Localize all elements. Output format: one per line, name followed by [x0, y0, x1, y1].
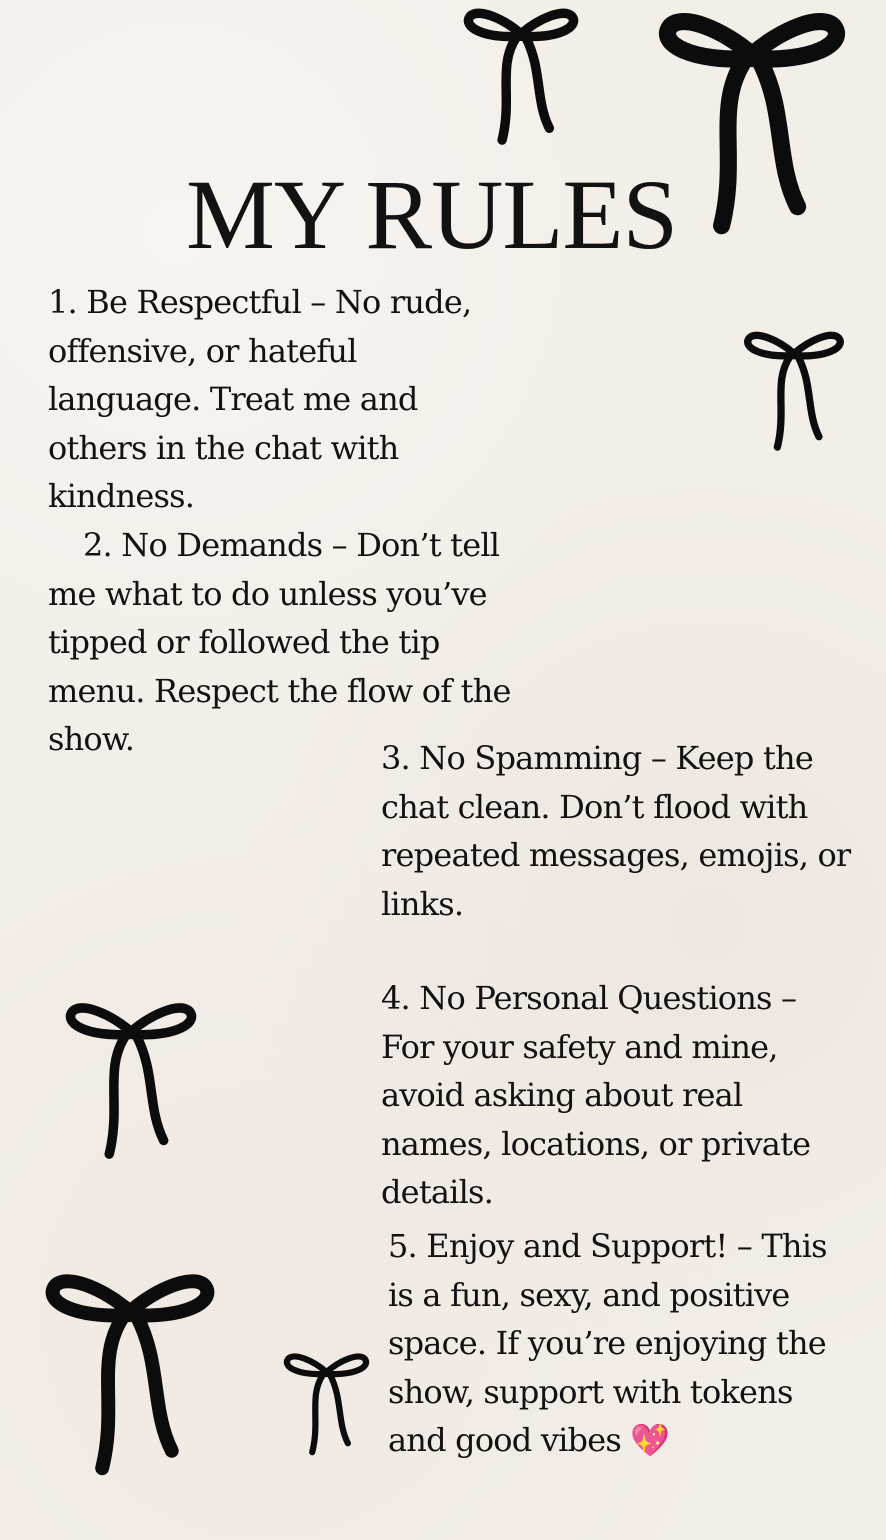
bow-icon: [63, 983, 199, 1181]
rule-4-text: 4. No Personal Questions – For your safety and mine, avoid asking about real names, locations, or private details.: [381, 979, 811, 1212]
rule-3-text: 3. No Spamming – Keep the chat clean. Don’t flood with repeated messages, emojis, or links.: [381, 739, 851, 923]
page-title: MY RULES: [186, 159, 678, 270]
rule-1-text: 1. Be Respectful – No rude, offensive, or hateful language. Treat me and others in the chat with kindness.: [48, 283, 472, 516]
rule-2-text: 2. No Demands – Don’t tell me what to do unless you’ve tipped or followed the tip menu. Respect the flow of the show.: [48, 526, 511, 759]
bow-icon: [742, 318, 846, 466]
bow-icon: [43, 1246, 217, 1506]
rule-5-text: 5. Enjoy and Support! – This is a fun, sexy, and positive space. If you’re enjoying the show, support with tokens and good vibes 💖: [388, 1227, 827, 1460]
bow-icon: [282, 1342, 371, 1468]
bow-icon: [462, 0, 580, 155]
